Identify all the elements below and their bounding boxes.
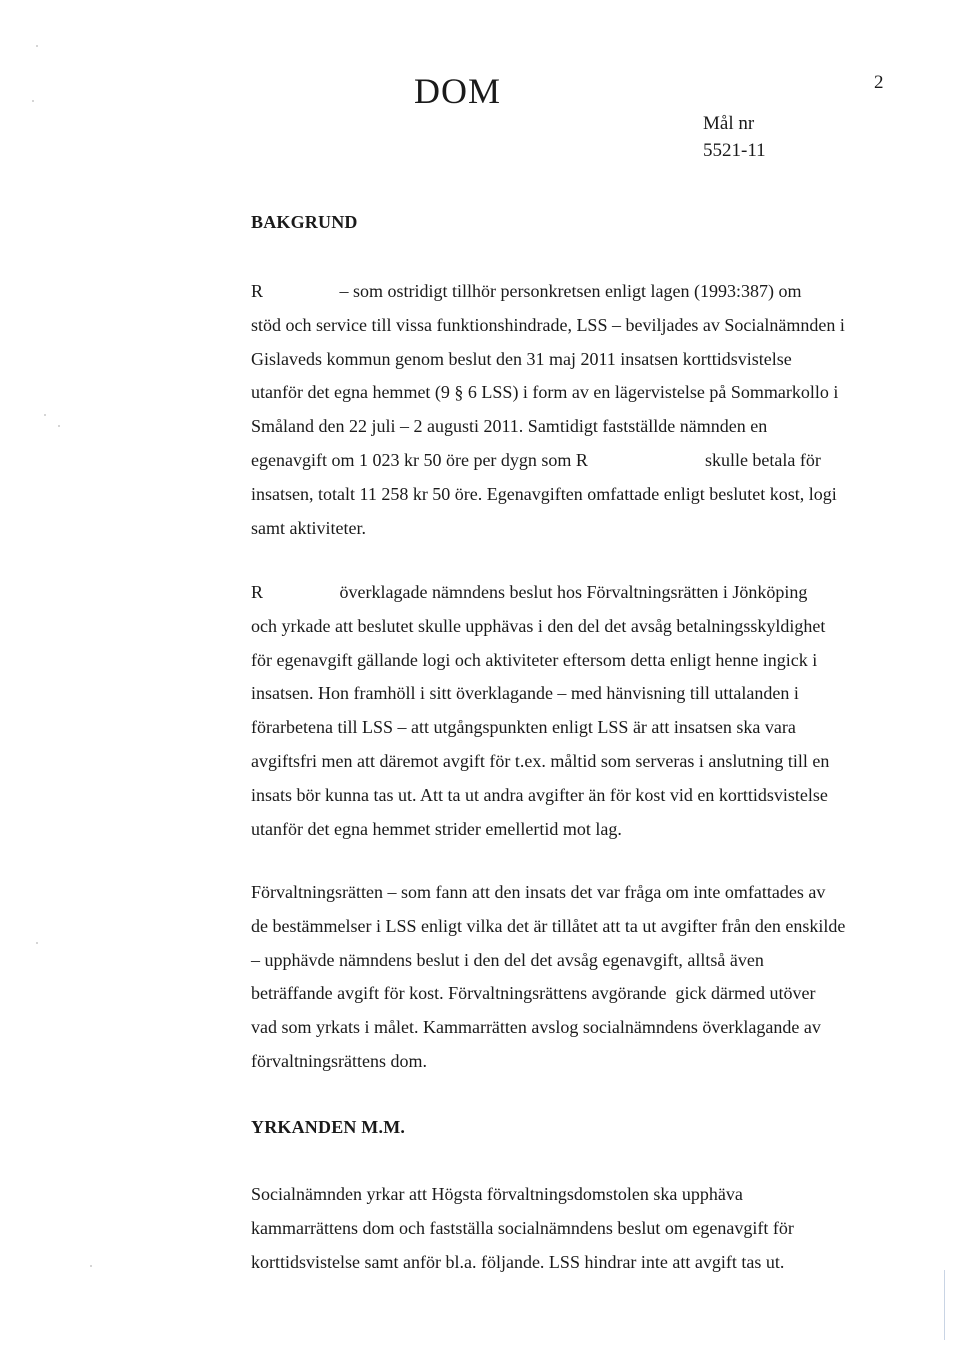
paragraph-line: för egenavgift gällande logi och aktiviteter eftersom detta enligt henne ingick i (251, 649, 818, 670)
paragraph-line: utanför det egna hemmet (9 § 6 LSS) i form av en lägervistelse på Sommarkollo i (251, 382, 839, 403)
claims-paragraph-1 (251, 1178, 891, 1279)
paragraph-line: – upphävde nämndens beslut i den del det avsåg egenavgift, alltså även (251, 949, 764, 970)
scan-speck (36, 942, 38, 944)
case-label: Mål nr (703, 113, 755, 134)
paragraph-line: och yrkade att beslutet skulle upphävas i den del det avsåg betalningsskyldighet (251, 615, 826, 636)
paragraph-line: vad som yrkats i målet. Kammarrätten avslog socialnämndens överklagande av (251, 1017, 821, 1038)
case-number: 5521-11 (703, 140, 766, 161)
paragraph-line: stöd och service till vissa funktionshindrade, LSS – beviljades av Socialnämnden i (251, 314, 845, 335)
paragraph-line: insats bör kunna tas ut. Att ta ut andra avgifter än för kost vid en korttidsvistelse (251, 784, 828, 805)
paragraph-line: avgiftsfri men att däremot avgift för t.ex. måltid som serveras i anslutning till en (251, 750, 830, 771)
scan-speck (32, 100, 34, 102)
page-number: 2 (874, 72, 884, 93)
paragraph-line: beträffande avgift för kost. Förvaltningsrättens avgörande gick därmed utöver (251, 983, 816, 1004)
paragraph-line: insatsen, totalt 11 258 kr 50 öre. Egenavgiften omfattade enligt beslutet kost, logi (251, 483, 837, 504)
case-number-block (703, 110, 766, 164)
paragraph-line: samt aktiviteter. (251, 517, 366, 538)
document-title: DOM (414, 71, 502, 111)
paragraph-line: Gislaveds kommun genom beslut den 31 maj 2011 insatsen korttidsvistelse (251, 348, 792, 369)
paragraph-line: R – som ostridigt tillhör personkretsen enligt lagen (1993:387) om (251, 281, 802, 301)
scan-speck (58, 425, 60, 427)
paragraph-line: Småland den 22 juli – 2 augusti 2011. Samtidigt fastställde nämnden en (251, 416, 768, 437)
scan-margin-line (944, 1270, 945, 1340)
background-paragraph-1 (251, 275, 891, 545)
paragraph-line: Socialnämnden yrkar att Högsta förvaltningsdomstolen ska upphäva (251, 1184, 743, 1204)
paragraph-line: Förvaltningsrätten – som fann att den insats det var fråga om inte omfattades av (251, 882, 826, 902)
scan-speck (36, 45, 38, 47)
scan-speck (90, 1265, 92, 1267)
paragraph-line: de bestämmelser i LSS enligt vilka det är tillåtet att ta ut avgifter från den enskilde (251, 915, 846, 936)
paragraph-line: utanför det egna hemmet strider emellertid mot lag. (251, 818, 622, 839)
paragraph-line: förarbetena till LSS – att utgångspunkten enligt LSS är att insatsen ska vara (251, 717, 796, 738)
paragraph-line: korttidsvistelse samt anför bl.a. följande. LSS hindrar inte att avgift tas ut. (251, 1251, 785, 1272)
paragraph-line: egenavgift om 1 023 kr 50 öre per dygn som R skulle betala för (251, 449, 821, 470)
section-heading-claims: YRKANDEN M.M. (251, 1117, 406, 1137)
scan-speck (44, 414, 46, 416)
background-paragraph-2 (251, 576, 891, 846)
paragraph-line: insatsen. Hon framhöll i sitt överklagande – med hänvisning till uttalanden i (251, 683, 799, 704)
paragraph-line: förvaltningsrättens dom. (251, 1050, 427, 1071)
background-paragraph-3 (251, 876, 891, 1079)
paragraph-line: R överklagade nämndens beslut hos Förvaltningsrätten i Jönköping (251, 582, 808, 602)
paragraph-line: kammarrättens dom och fastställa socialnämndens beslut om egenavgift för (251, 1217, 794, 1238)
section-heading-background: BAKGRUND (251, 212, 358, 232)
